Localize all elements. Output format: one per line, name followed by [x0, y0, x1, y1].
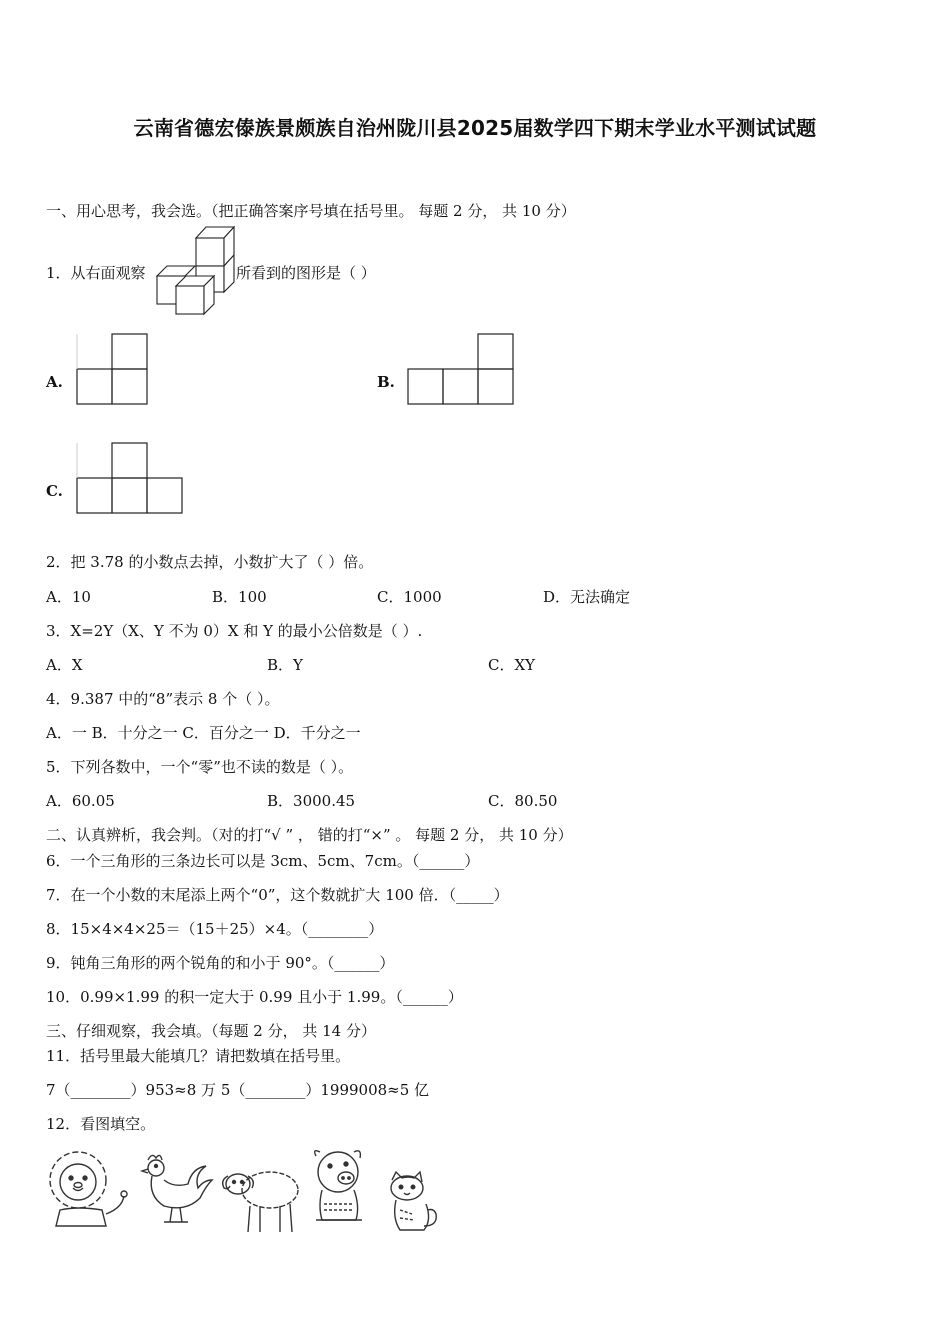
- q11-text: 11．括号里最大能填几？请把数填在括号里。: [46, 1047, 351, 1065]
- q1-suffix: 所看到的图形是（ ）: [236, 264, 376, 282]
- q1-option-a-label[interactable]: A.: [46, 373, 63, 391]
- pig-drawing: [306, 1146, 376, 1230]
- q8-text: 8．15×4×4×25＝（15＋25）×4。（________）: [46, 920, 384, 938]
- cube-stack-figure: [154, 224, 238, 316]
- section2-header: 二、认真辨析，我会判。（对的打“√ ” ， 错的打“×” 。 每题 2 分， 共 10 分）: [46, 826, 573, 844]
- page-title: 云南省德宏傣族景颇族自治州陇川县2025届数学四下期末学业水平测试试题: [133, 116, 817, 140]
- q1-option-b-figure: [405, 331, 516, 407]
- section3-header: 三、仔细观察，我会填。（每题 2 分， 共 14 分）: [46, 1022, 376, 1040]
- q5-option-a[interactable]: A．60.05: [46, 792, 115, 810]
- q12-text: 12．看图填空。: [46, 1115, 156, 1133]
- q1-option-a-figure: [74, 331, 150, 407]
- q6-text: 6．一个三角形的三条边长可以是 3cm、5cm、7cm。（______）: [46, 852, 480, 870]
- q3-option-a[interactable]: A．X: [46, 656, 83, 674]
- rooster-drawing: [134, 1150, 216, 1230]
- q10-text: 10．0.99×1.99 的积一定大于 0.99 且小于 1.99。（______）: [46, 988, 463, 1006]
- q1-option-c-figure: [74, 440, 185, 516]
- sheep-drawing: [218, 1160, 302, 1236]
- q9-text: 9．钝角三角形的两个锐角的和小于 90°。（______）: [46, 954, 395, 972]
- q5-option-b[interactable]: B．3000.45: [267, 792, 356, 810]
- q3-option-b[interactable]: B．Y: [267, 656, 303, 674]
- q2-option-d[interactable]: D．无法确定: [543, 588, 631, 606]
- q5-text: 5．下列各数中，一个“零”也不读的数是（ ）。: [46, 758, 354, 776]
- cat-drawing: [384, 1170, 442, 1236]
- q4-options[interactable]: A．一 B．十分之一 C．百分之一 D．千分之一: [46, 724, 361, 742]
- q2-option-c[interactable]: C．1000: [377, 588, 442, 606]
- q2-text: 2．把 3.78 的小数点去掉，小数扩大了（ ）倍。: [46, 553, 374, 571]
- q1-option-b-label[interactable]: B.: [377, 373, 395, 391]
- q2-option-a[interactable]: A．10: [46, 588, 91, 606]
- q1-option-c-label[interactable]: C.: [46, 482, 63, 500]
- q3-option-c[interactable]: C．XY: [488, 656, 536, 674]
- section1-header: 一、用心思考，我会选。（把正确答案序号填在括号里。 每题 2 分， 共 10 分）: [46, 202, 576, 220]
- q2-option-b[interactable]: B．100: [212, 588, 267, 606]
- q1-prefix: 1．从右面观察: [46, 264, 146, 282]
- lion-drawing: [44, 1148, 130, 1230]
- q4-text: 4．9.387 中的“8”表示 8 个（ ）。: [46, 690, 280, 708]
- q7-text: 7．在一个小数的末尾添上两个“0”，这个数就扩大 100 倍．（_____）: [46, 886, 509, 904]
- q3-text: 3．X=2Y（X、Y 不为 0）X 和 Y 的最小公倍数是（ ）.: [46, 622, 423, 640]
- q11-blanks: 7（________）953≈8 万 5（________）1999008≈5 亿: [46, 1081, 430, 1099]
- q5-option-c[interactable]: C．80.50: [488, 792, 558, 810]
